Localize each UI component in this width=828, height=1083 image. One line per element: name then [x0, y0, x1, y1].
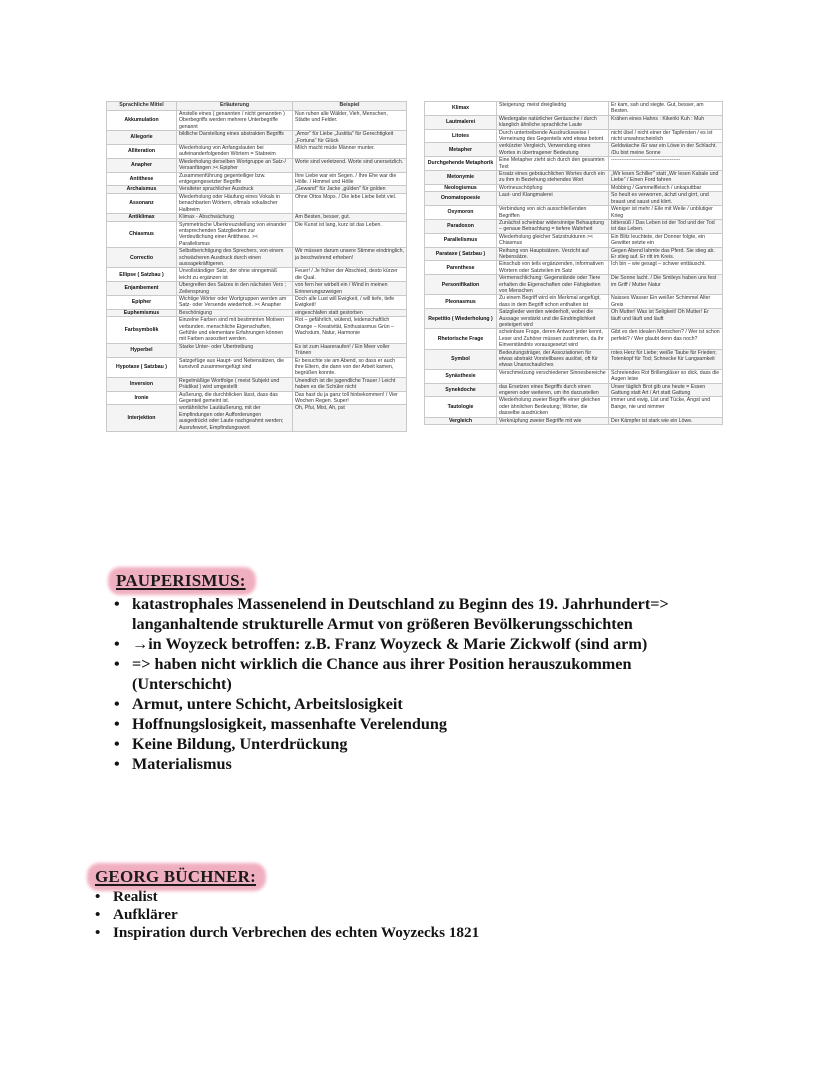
- term-cell: Epipher: [107, 295, 177, 309]
- explanation-cell: Wortneuschöpfung: [497, 184, 609, 191]
- explanation-cell: das Ersetzen eines Begriffs durch einen engeren oder weiteren, um ihn darzustellen: [497, 383, 609, 397]
- example-cell: Die Kunst ist lang, kurz ist das Leben.: [293, 221, 407, 248]
- table-row: [425, 102, 723, 116]
- explanation-cell: Anstelle eines ( genannten / nicht genannten ) Oberbegriffs werden mehrere Unterbegriffe genannt: [177, 111, 293, 131]
- explanation-cell: Einschub von teils ergänzenden, informativen Wörtern oder Satzteilen im Satz: [497, 261, 609, 275]
- column-header: Erläuterung: [177, 102, 293, 111]
- table-row: [425, 129, 723, 143]
- term-cell: Pleonasmus: [425, 295, 497, 309]
- term-cell: Metonymie: [425, 171, 497, 185]
- table-header-row: [107, 102, 407, 111]
- stilmittel-table-left: [106, 101, 407, 432]
- example-cell: Am Besten, besser, gut.: [293, 214, 407, 221]
- term-cell: Assonanz: [107, 193, 177, 213]
- explanation-cell: Beschönigung: [177, 309, 293, 316]
- example-cell: „Gewand" für Jacke „gülden" für golden: [293, 186, 407, 193]
- term-cell: Ellipse ( Satzbau ): [107, 268, 177, 282]
- example-cell: Weniger ist mehr / Eile mit Weile / unblutiger Krieg: [609, 206, 723, 220]
- table-row: [425, 397, 723, 417]
- explanation-cell: verkürzter Vergleich, Verwendung eines Wortes in übertragener Bedeutung: [497, 143, 609, 157]
- table-row: [107, 172, 407, 186]
- example-cell: Ein Blitz leuchtete, der Donner folgte, ein Gewitter setzte ein: [609, 233, 723, 247]
- term-cell: Synästhesie: [425, 369, 497, 383]
- table-row: [107, 145, 407, 159]
- example-cell: Naisses Wasser Ein weißer Schimmel Alter Greis: [609, 295, 723, 309]
- example-cell: immer und ewig, List und Tücke, Angst und Bange, nie und nimmer: [609, 397, 723, 417]
- explanation-cell: Vermenschlichung: Gegenstände oder Tiere erhalten die Eigenschaften oder Fähigkeiten von Menschen: [497, 275, 609, 295]
- column-header: Sprachliche Mittel: [107, 102, 177, 111]
- list-item: • Materialismus: [114, 754, 734, 774]
- table-row: [107, 158, 407, 172]
- table-row: [107, 193, 407, 213]
- example-cell: Krähen eines Hahns : Kikeriki Kuh : Muh: [609, 115, 723, 129]
- table-row: [425, 349, 723, 369]
- pauperismus-list: [114, 594, 734, 774]
- example-cell: Die Sonne lacht. / Die Smileys haben uns fest im Griff / Mutter Natur: [609, 275, 723, 295]
- table-row: [425, 192, 723, 206]
- explanation-cell: Wiederholung gleicher Satzstrukturen >< Chiasmus: [497, 233, 609, 247]
- table-row: [107, 309, 407, 316]
- explanation-cell: Einzelne Farben sind mit bestimmten Motiven verbunden. menschliche Eigenschaften, Gefühle und elementare Erfahrungen können mit Farben assoziiert werden.: [177, 317, 293, 344]
- table-row: [107, 214, 407, 221]
- explanation-cell: Satzgefüge aus Haupt- und Nebensätzen, die kunstvoll zusammengefügt sind: [177, 357, 293, 377]
- example-cell: Nun ruhen alle Wälder, Vieh, Menschen, Städte und Felder.: [293, 111, 407, 131]
- example-cell: Ich bin – wie gesagt – schwer enttäuscht.: [609, 261, 723, 275]
- example-cell: Schreiendes Rot Brillengläser so dick, dass die Augen leise: [609, 369, 723, 383]
- list-item: • →in Woyzeck betroffen: z.B. Franz Woyzeck & Marie Zickwolf (sind arm): [114, 634, 734, 654]
- explanation-cell: Zunächst scheinbar widersinnige Behauptung – genaue Betrachtung = tiefere Wahrheit: [497, 219, 609, 233]
- table-row: [107, 343, 407, 357]
- explanation-cell: Reihung von Hauptsätzen. Verzicht auf Nebensätze.: [497, 247, 609, 261]
- explanation-cell: Laut- und Klangmalerei: [497, 192, 609, 206]
- example-cell: Mobbing / Gammelfleisch / unkaputtbar: [609, 184, 723, 191]
- example-cell: Das hast du ja ganz toll hinbekommen! / Vier Wochen Regen. Super!: [293, 391, 407, 405]
- example-cell: Feuer! / Je früher der Abschied, desto kürzer die Qual.: [293, 268, 407, 282]
- table-row: [107, 248, 407, 268]
- explanation-cell: Unvollständiger Satz, der ohne sinngemäß leicht zu ergänzen ist: [177, 268, 293, 282]
- table-row: [107, 268, 407, 282]
- explanation-cell: Wiederholung oder Häufung eines Vokals in benachbarten Wörtern, oftmals vokalischer Halbreim: [177, 193, 293, 213]
- term-cell: Archaismus: [107, 186, 177, 193]
- example-cell: Milch macht müde Männer munter.: [293, 145, 407, 159]
- example-cell: Gibt es den idealen Menschen? / Wer ist schon perfekt? / Wer glaubt denn das noch?: [609, 329, 723, 349]
- explanation-cell: Übergreifen des Satzes in den nächsten Vers ; Zeilensprung: [177, 282, 293, 296]
- example-cell: So heult es verworren, ächzt und girrt, und braust und saust und klirrt.: [609, 192, 723, 206]
- explanation-cell: Verknüpfung zweier Begriffe mit wie: [497, 417, 609, 424]
- example-cell: von fern her wirbelt ein / Wind in meinen Erinnerungszweigen: [293, 282, 407, 296]
- buechner-heading: GEORG BÜCHNER:: [95, 867, 257, 886]
- term-cell: Durchgehende Metaphorik: [425, 157, 497, 171]
- example-cell: Ohne Ottos Mops. / Die lebe Liebe liebt viel.: [293, 193, 407, 213]
- explanation-cell: scheinbare Frage, deren Antwort jeder kennt, Leser und Zuhörer müssen zustimmen, da ihr Einverständnis vorausgesetzt wird: [497, 329, 609, 349]
- list-item: • => haben nicht wirklich die Chance aus ihrer Position herauszukommen (Unterschicht): [114, 654, 734, 694]
- term-cell: Ironie: [107, 391, 177, 405]
- table-row: [107, 357, 407, 377]
- example-cell: Doch alle Lust will Ewigkeit, / will tiefe, tiefe Ewigkeit!: [293, 295, 407, 309]
- table-row: [107, 186, 407, 193]
- example-cell: bittersüß / Das Leben ist der Tod und der Tod ist das Leben.: [609, 219, 723, 233]
- table-row: [107, 377, 407, 391]
- list-item: • katastrophales Massenelend in Deutschland zu Beginn des 19. Jahrhundert=> langanhaltende strukturelle Armut von größeren Bevölkerungsschichten: [114, 594, 734, 634]
- term-cell: Rhetorische Frage: [425, 329, 497, 349]
- explanation-cell: Wiederholung zweier Begriffe einer gleichen oder ähnlichen Bedeutung; Wörter, die dasselbe ausdrücken: [497, 397, 609, 417]
- term-cell: Hyperbel: [107, 343, 177, 357]
- term-cell: Farbsymbolik: [107, 317, 177, 344]
- term-cell: Euphemismus: [107, 309, 177, 316]
- table-row: [425, 206, 723, 220]
- term-cell: Oxymoron: [425, 206, 497, 220]
- explanation-cell: Zusammenführung gegenteiliger bzw. entgegengesetzter Begriffe: [177, 172, 293, 186]
- explanation-cell: Bedeutungsträger, der Assoziationen für etwas abstrakt Vorstellbares auslöst, oft für etwas Unanschauliches: [497, 349, 609, 369]
- list-item: • Inspiration durch Verbrechen des echten Woyzecks 1821: [95, 924, 695, 942]
- list-item: • Keine Bildung, Unterdrückung: [114, 734, 734, 754]
- explanation-cell: Zu einem Begriff wird ein Merkmal angefügt, dass in dem Begriff schon enthalten ist: [497, 295, 609, 309]
- explanation-cell: Eine Metapher zieht sich durch den gesamten Text: [497, 157, 609, 171]
- term-cell: Chiasmus: [107, 221, 177, 248]
- table-row: [425, 143, 723, 157]
- term-cell: Anapher: [107, 158, 177, 172]
- explanation-cell: Veralteter sprachlicher Ausdruck: [177, 186, 293, 193]
- table-row: [107, 111, 407, 131]
- explanation-cell: Steigerung: meist dreigliedrig: [497, 102, 609, 116]
- explanation-cell: Wichtige Wörter oder Wortgruppen werden am Satz- oder Versende wiederholt. >< Anapher: [177, 295, 293, 309]
- term-cell: Synekdoche: [425, 383, 497, 397]
- table-row: [425, 219, 723, 233]
- explanation-cell: Regelmäßige Wortfolge ( meist Subjekt und Prädikat ) wird umgestellt: [177, 377, 293, 391]
- table-row: [425, 369, 723, 383]
- term-cell: Parenthese: [425, 261, 497, 275]
- example-cell: Er besuchte sie am Abend, so dass er auch ihre Eltern, die dann von der Arbeit kamen, begrüßen konnte.: [293, 357, 407, 377]
- example-cell: Oh Mutter! Was ist Seligkeit! Oh Mutter! Er läuft und läuft und läuft: [609, 309, 723, 329]
- explanation-cell: Äußerung, die durchblicken lässt, dass das Gegenteil gemeint ist.: [177, 391, 293, 405]
- example-cell: Unendlich ist die jugendliche Trauer / Leicht haben es die Schüler nicht: [293, 377, 407, 391]
- table-row: [425, 171, 723, 185]
- explanation-cell: Verschmelzung verschiedener Sinnesbereiche: [497, 369, 609, 383]
- explanation-cell: Ersatz eines gebräuchlichen Wortes durch ein zu ihm in Beziehung stehendes Wort: [497, 171, 609, 185]
- explanation-cell: Klimax - Abschwächung: [177, 214, 293, 221]
- term-cell: Tautologie: [425, 397, 497, 417]
- table-row: [107, 317, 407, 344]
- table-row: [425, 383, 723, 397]
- explanation-cell: Symmetrische Überkreuzstellung von einander entsprechenden Satzgliedern zur Verdeutlichung einer Antithese. >< Parallelismus: [177, 221, 293, 248]
- example-cell: Der Kämpfer ist stark wie ein Löwe.: [609, 417, 723, 424]
- table-row: [425, 233, 723, 247]
- table-row: [425, 417, 723, 424]
- term-cell: Onomatopoesie: [425, 192, 497, 206]
- explanation-cell: Starke Unter- oder Übertreibung: [177, 343, 293, 357]
- term-cell: Vergleich: [425, 417, 497, 424]
- example-cell: Oh, Pfui, Mist, Ah, pst: [293, 405, 407, 432]
- table-row: [425, 184, 723, 191]
- table-row: [425, 247, 723, 261]
- explanation-cell: Wiederholung von Anfangslauten bei aufeinanderfolgenden Wörtern = Stabreim: [177, 145, 293, 159]
- explanation-cell: wortähnliche Lautäußerung, mit der Empfindungen oder Aufforderungen ausgedrückt oder Laute nachgeahmt werden; Ausrufewort, Empfindungswort: [177, 405, 293, 432]
- table-row: [425, 115, 723, 129]
- explanation-cell: Wiederholung derselben Wortgruppe an Satz-/ Versanfängen >< Epipher: [177, 158, 293, 172]
- list-item: • Realist: [95, 888, 695, 906]
- explanation-cell: Durch untertreibende Ausdrucksweise / Verneinung des Gegenteils wird etwas betont: [497, 129, 609, 143]
- term-cell: Symbol: [425, 349, 497, 369]
- term-cell: Personifikation: [425, 275, 497, 295]
- term-cell: Paradoxon: [425, 219, 497, 233]
- table-row: [425, 295, 723, 309]
- pauperismus-heading: PAUPERISMUS:: [116, 571, 246, 590]
- table-row: [107, 131, 407, 145]
- stilmittel-table-right: [424, 101, 723, 425]
- table-row: [425, 261, 723, 275]
- term-cell: Hypotaxe ( Satzbau ): [107, 357, 177, 377]
- table-row: [107, 405, 407, 432]
- example-cell: nicht übel / nicht einer der Tapfersten / es ist nicht unwahrscheinlich: [609, 129, 723, 143]
- explanation-cell: Satzglieder werden wiederholt, wobei die Aussage verstärkt und die Eindringlichkeit gesteigert wird: [497, 309, 609, 329]
- example-cell: Wir müssen darum unsere Stimme eindringlich, ja beschwörend erheben!: [293, 248, 407, 268]
- term-cell: Correctio: [107, 248, 177, 268]
- term-cell: Interjektion: [107, 405, 177, 432]
- example-cell: Unser täglich Brot gib uns heute = Essen Gattung statt Art / Art statt Gattung: [609, 383, 723, 397]
- term-cell: Alliteration: [107, 145, 177, 159]
- table-row: [107, 221, 407, 248]
- term-cell: Neologismus: [425, 184, 497, 191]
- list-item: • Hoffnungslosigkeit, massenhafte Verelendung: [114, 714, 734, 734]
- explanation-cell: Verbindung von sich ausschließenden Begriffen: [497, 206, 609, 220]
- example-cell: Worte sind verletzend. Worte sind unersetzlich.: [293, 158, 407, 172]
- table-row: [107, 282, 407, 296]
- example-cell: Gegen Abend lahmte das Pferd. Sie stieg ab. Er stieg auf. Er ritt im Kreis.: [609, 247, 723, 261]
- term-cell: Klimax: [425, 102, 497, 116]
- term-cell: Akkumulation: [107, 111, 177, 131]
- term-cell: Antithese: [107, 172, 177, 186]
- explanation-cell: Selbstberichtigung des Sprechers, von einem schwächeren Ausdruck durch einen aussagekräftigeren.: [177, 248, 293, 268]
- table-row: [425, 157, 723, 171]
- term-cell: Metapher: [425, 143, 497, 157]
- term-cell: Enjambement: [107, 282, 177, 296]
- table-row: [107, 295, 407, 309]
- example-cell: „Wir lesen Schiller" statt „Wir lesen Kabale und Liebe" / Einen Ford fahren: [609, 171, 723, 185]
- explanation-cell: bildliche Darstellung eines abstrakten Begriffs: [177, 131, 293, 145]
- term-cell: Antiklimax: [107, 214, 177, 221]
- term-cell: Parallelismus: [425, 233, 497, 247]
- term-cell: Allegorie: [107, 131, 177, 145]
- list-item: • Aufklärer: [95, 906, 695, 924]
- example-cell: rotes Herz für Liebe; weiße Taube für Frieden; Totenkopf für Tod; Schnecke für Langsamkeit: [609, 349, 723, 369]
- term-cell: Litotes: [425, 129, 497, 143]
- example-cell: „Amor" für Liebe „Justitia" für Gerechtigkeit „Fortuna" für Glück: [293, 131, 407, 145]
- example-cell: eingeschlafen statt gestorben: [293, 309, 407, 316]
- table-row: [107, 391, 407, 405]
- table-row: [425, 309, 723, 329]
- term-cell: Repetitio ( Wiederholung ): [425, 309, 497, 329]
- column-header: Beispiel: [293, 102, 407, 111]
- example-cell: ----------------------------------------: [609, 157, 723, 171]
- table-row: [425, 329, 723, 349]
- term-cell: Lautmalerei: [425, 115, 497, 129]
- term-cell: Inversion: [107, 377, 177, 391]
- example-cell: Es ist zum Haareraufen! / Ein Meer voller Tränen: [293, 343, 407, 357]
- example-cell: Geldwäsche /Er war ein Löwe in der Schlacht. /Du bist meine Sonne: [609, 143, 723, 157]
- example-cell: Rot – gefährlich, wütend, leidenschaftlich Orange – Kreativität, Enthusiasmus Grün – Wachstum, Natur, Harmonie: [293, 317, 407, 344]
- example-cell: Ihre Liebe war ein Segen. / Ihre Ehe war die Hölle. / Himmel und Hölle: [293, 172, 407, 186]
- list-item: • Armut, untere Schicht, Arbeitslosigkeit: [114, 694, 734, 714]
- term-cell: Parataxe ( Satzbau ): [425, 247, 497, 261]
- example-cell: Er kam, sah und siegte. Gut, besser, am Besten.: [609, 102, 723, 116]
- buechner-list: [95, 888, 695, 942]
- explanation-cell: Wiedergabe natürlicher Geräusche / durch klanglich ähnliche sprachliche Laute: [497, 115, 609, 129]
- table-row: [425, 275, 723, 295]
